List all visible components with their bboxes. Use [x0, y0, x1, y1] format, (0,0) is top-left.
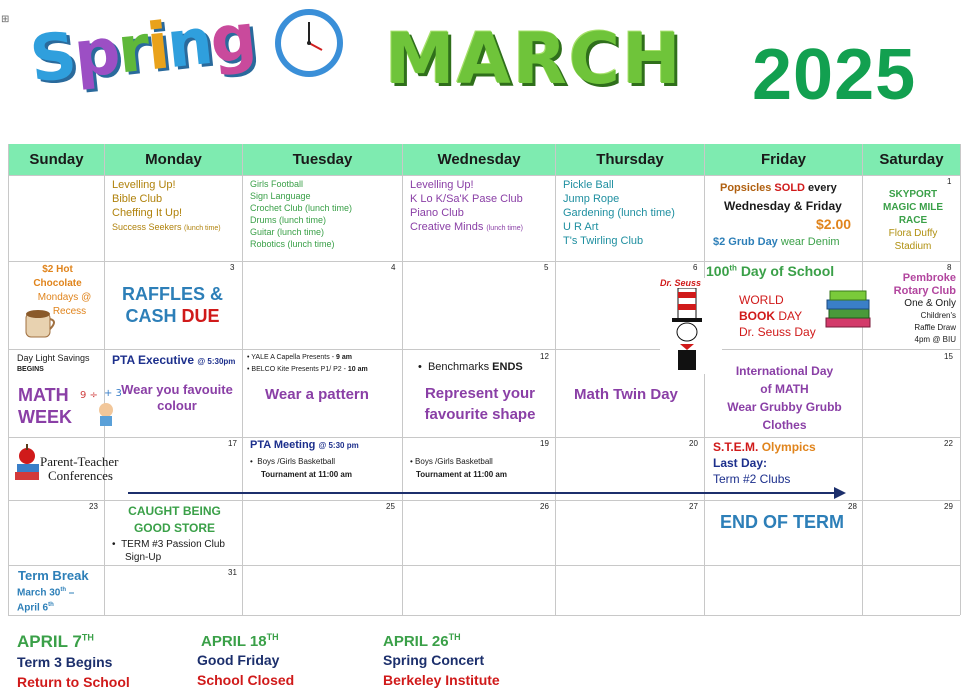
wear-favourite-colour: Wear you favouite colour — [121, 382, 233, 413]
grid-column-line — [555, 144, 556, 615]
date-15: 15 — [944, 352, 953, 361]
day-header-monday: Monday — [105, 144, 242, 175]
spring-logo: Spring — [26, 0, 259, 98]
stem-olympics: S.T.E.M. Olympics Last Day: Term #2 Clubs — [713, 440, 816, 486]
date-3: 3 — [230, 263, 235, 272]
month-title: MARCH — [385, 18, 683, 100]
represent-favourite-shape: Represent your favourite shape — [424, 385, 536, 423]
grid-row-line — [8, 500, 960, 501]
grid-column-line — [960, 144, 961, 615]
math-week-text: MATH WEEK — [18, 385, 72, 427]
date-27: 27 — [689, 502, 698, 511]
date-31: 31 — [228, 568, 237, 577]
week4-tuesday-basketball: • Boys /Girls Basketball Tournament at 11:00 am — [250, 457, 352, 479]
svg-text:9 ÷: 9 ÷ — [80, 390, 98, 401]
grid-row-line — [8, 261, 960, 262]
footer-event-april-18: APRIL 18TH Good Friday School Closed — [197, 632, 295, 688]
date-5: 5 — [544, 263, 549, 272]
cat-in-the-hat-illustration: Dr. Seuss — [660, 278, 722, 374]
date-25: 25 — [386, 502, 395, 511]
raffles-cash-due-text: RAFFLES & CASH DUE — [122, 284, 223, 326]
books-stack-icon — [824, 290, 874, 330]
conferences-duration-arrow — [128, 486, 848, 500]
date-28: 28 — [848, 502, 857, 511]
parent-teacher-conferences-logo: Parent-Teacher Conferences — [40, 454, 119, 483]
week1-monday-events: Levelling Up! Bible Club Cheffing It Up! Success Seekers (lunch time) — [112, 179, 221, 232]
date-23: 23 — [89, 502, 98, 511]
term-break: Term Break — [18, 568, 89, 583]
week2-saturday-events: Pembroke Rotary Club One & Only Children's Raffle Draw 4pm @ BIU — [893, 272, 956, 344]
pta-executive: PTA Executive @ 5:30pm — [112, 353, 236, 367]
date-8: 8 — [947, 263, 952, 272]
end-of-term: END OF TERM — [720, 512, 844, 532]
grid-column-line — [402, 144, 403, 615]
footer-event-april-7: APRIL 7TH Term 3 Begins Return to School — [17, 632, 130, 690]
grid-row-line — [8, 565, 960, 566]
100th-day-of-school: 100th Day of School — [706, 263, 835, 279]
date-17: 17 — [228, 439, 237, 448]
term-break-dates: March 30th – April 6th — [17, 587, 75, 614]
week1-saturday-events: SKYPORT MAGIC MILE RACE Flora Duffy Stadium — [883, 189, 943, 252]
grid-column-line — [104, 144, 105, 615]
footer-event-april-26: APRIL 26TH Spring Concert Berkeley Institute — [383, 632, 500, 688]
date-22: 22 — [944, 439, 953, 448]
grid-row-line — [8, 615, 960, 616]
week3-tuesday-events: • YALE A Capella Presents - 9 am • BELCO Kite Presents P1/ P2 - 10 am — [247, 354, 368, 373]
international-day-of-math: International Day of MATH Wear Grubby Grubb Clothes — [727, 364, 842, 432]
grid-row-line — [8, 437, 960, 438]
day-header-thursday: Thursday — [556, 144, 704, 175]
date-19: 19 — [540, 439, 549, 448]
pta-meeting: PTA Meeting @ 5:30 pm — [250, 439, 359, 451]
math-twin-day: Math Twin Day — [574, 386, 678, 403]
apple-books-icon — [12, 442, 42, 492]
clock-icon — [272, 6, 346, 80]
grid-column-line — [242, 144, 243, 615]
grid-column-line — [8, 144, 9, 615]
date-12: 12 — [540, 352, 549, 361]
week1-wednesday-events: Levelling Up! K Lo K/Sa'K Pase Club Piano Club Creative Minds (lunch time) — [410, 179, 523, 233]
date-26: 26 — [540, 502, 549, 511]
world-book-day: WORLD BOOK DAY Dr. Seuss Day — [739, 293, 816, 339]
year-title: 2025 — [752, 35, 917, 115]
day-header-saturday: Saturday — [863, 144, 960, 175]
grid-row-line — [8, 349, 960, 350]
grid-column-line — [704, 144, 705, 615]
passion-club-signup: • TERM #3 Passion Club Sign-Up — [112, 539, 225, 563]
week1-tuesday-events: Girls Football Sign Language Crochet Club (lunch time) Drums (lunch time) Guitar (lunch time) Robotics (lunch time) — [250, 179, 353, 249]
day-header-friday: Friday — [705, 144, 862, 175]
grid-row-line — [8, 175, 960, 176]
week4-wednesday-basketball: • Boys /Girls Basketball Tournament at 11:00 am — [410, 457, 507, 479]
wear-a-pattern: Wear a pattern — [265, 386, 369, 403]
day-header-tuesday: Tuesday — [243, 144, 402, 175]
grid-column-line — [862, 144, 863, 615]
table-move-handle-icon[interactable]: ⊞ — [1, 14, 10, 25]
daylight-savings-note: Day Light Savings BEGINS — [17, 353, 90, 373]
week2-sunday-events: $2 Hot Chocolate Mondays @ Recess — [33, 264, 92, 317]
caught-being-good-store: CAUGHT BEING GOOD STORE — [128, 504, 221, 535]
date-6: 6 — [693, 263, 698, 272]
date-20: 20 — [689, 439, 698, 448]
day-header-sunday: Sunday — [9, 144, 104, 175]
date-1: 1 — [947, 177, 952, 186]
date-4: 4 — [391, 263, 396, 272]
day-header-wednesday: Wednesday — [403, 144, 555, 175]
svg-text:+ 3: + 3 — [104, 388, 122, 399]
benchmarks-ends: • Benchmarks ENDS — [418, 361, 523, 373]
hot-chocolate-mug-icon — [22, 303, 60, 341]
date-29: 29 — [944, 502, 953, 511]
week1-thursday-events: Pickle Ball Jump Rope Gardening (lunch time) U R Art T's Twirling Club — [563, 179, 675, 247]
week1-friday-events: Popsicles SOLD every Wednesday & Friday $2.00 $2 Grub Day wear Denim — [713, 182, 852, 248]
